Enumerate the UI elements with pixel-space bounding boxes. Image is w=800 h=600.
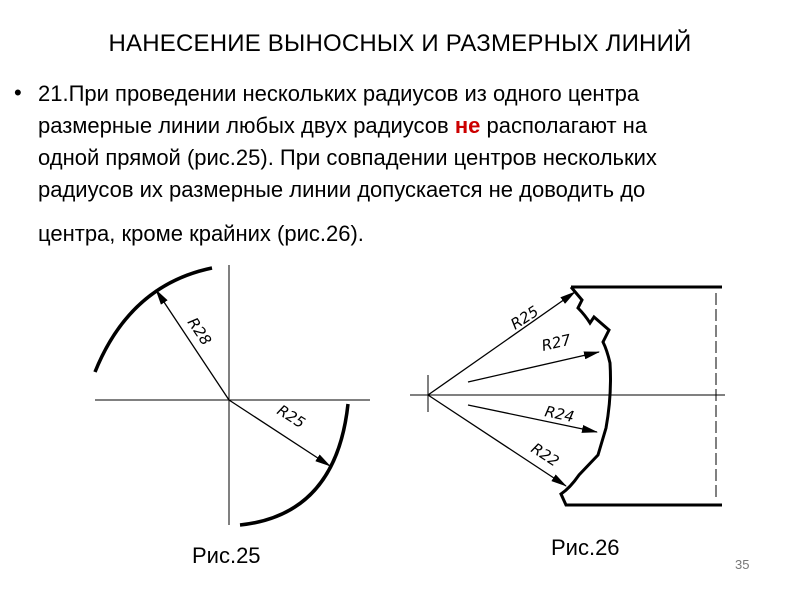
paragraph-line-1: 21.При проведении нескольких радиусов из одного центра: [38, 81, 640, 106]
paragraph-line-5: центра, кроме крайних (рис.26).: [38, 221, 364, 246]
page-number: 35: [735, 557, 750, 572]
fig25-dimension-line-r28: [156, 290, 229, 400]
bullet-marker: •: [14, 80, 22, 105]
paragraph-line-3: одной прямой (рис.25). При совпадении центров нескольких: [38, 145, 657, 170]
fig26-part-outline: [561, 287, 722, 505]
figure-25-caption: Рис.25: [192, 543, 261, 568]
fig26-label-r25: R25: [507, 302, 542, 334]
figure-26-drawing: [410, 287, 725, 505]
fig26-label-r22: R22: [527, 439, 563, 471]
slide-title: НАНЕСЕНИЕ ВЫНОСНЫХ И РАЗМЕРНЫХ ЛИНИЙ: [108, 30, 692, 57]
fig26-dimension-line-r24: [468, 405, 597, 432]
paragraph-line-2-start: размерные линии любых двух радиусов: [38, 113, 455, 138]
highlight-word: не: [454, 113, 481, 138]
fig26-label-r24: R24: [543, 402, 576, 427]
figure-25-drawing: [95, 265, 370, 525]
fig26-dimension-line-r27: [468, 352, 599, 382]
fig26-label-r27: R27: [539, 330, 573, 355]
paragraph-line-4: радиусов их размерные линии допускается не доводить до: [38, 177, 646, 202]
paragraph-line-2-end: располагают на: [480, 113, 648, 138]
figure-26-caption: Рис.26: [551, 535, 620, 560]
fig25-label-r25: R25: [273, 401, 309, 433]
fig25-label-r28: R28: [183, 314, 216, 349]
